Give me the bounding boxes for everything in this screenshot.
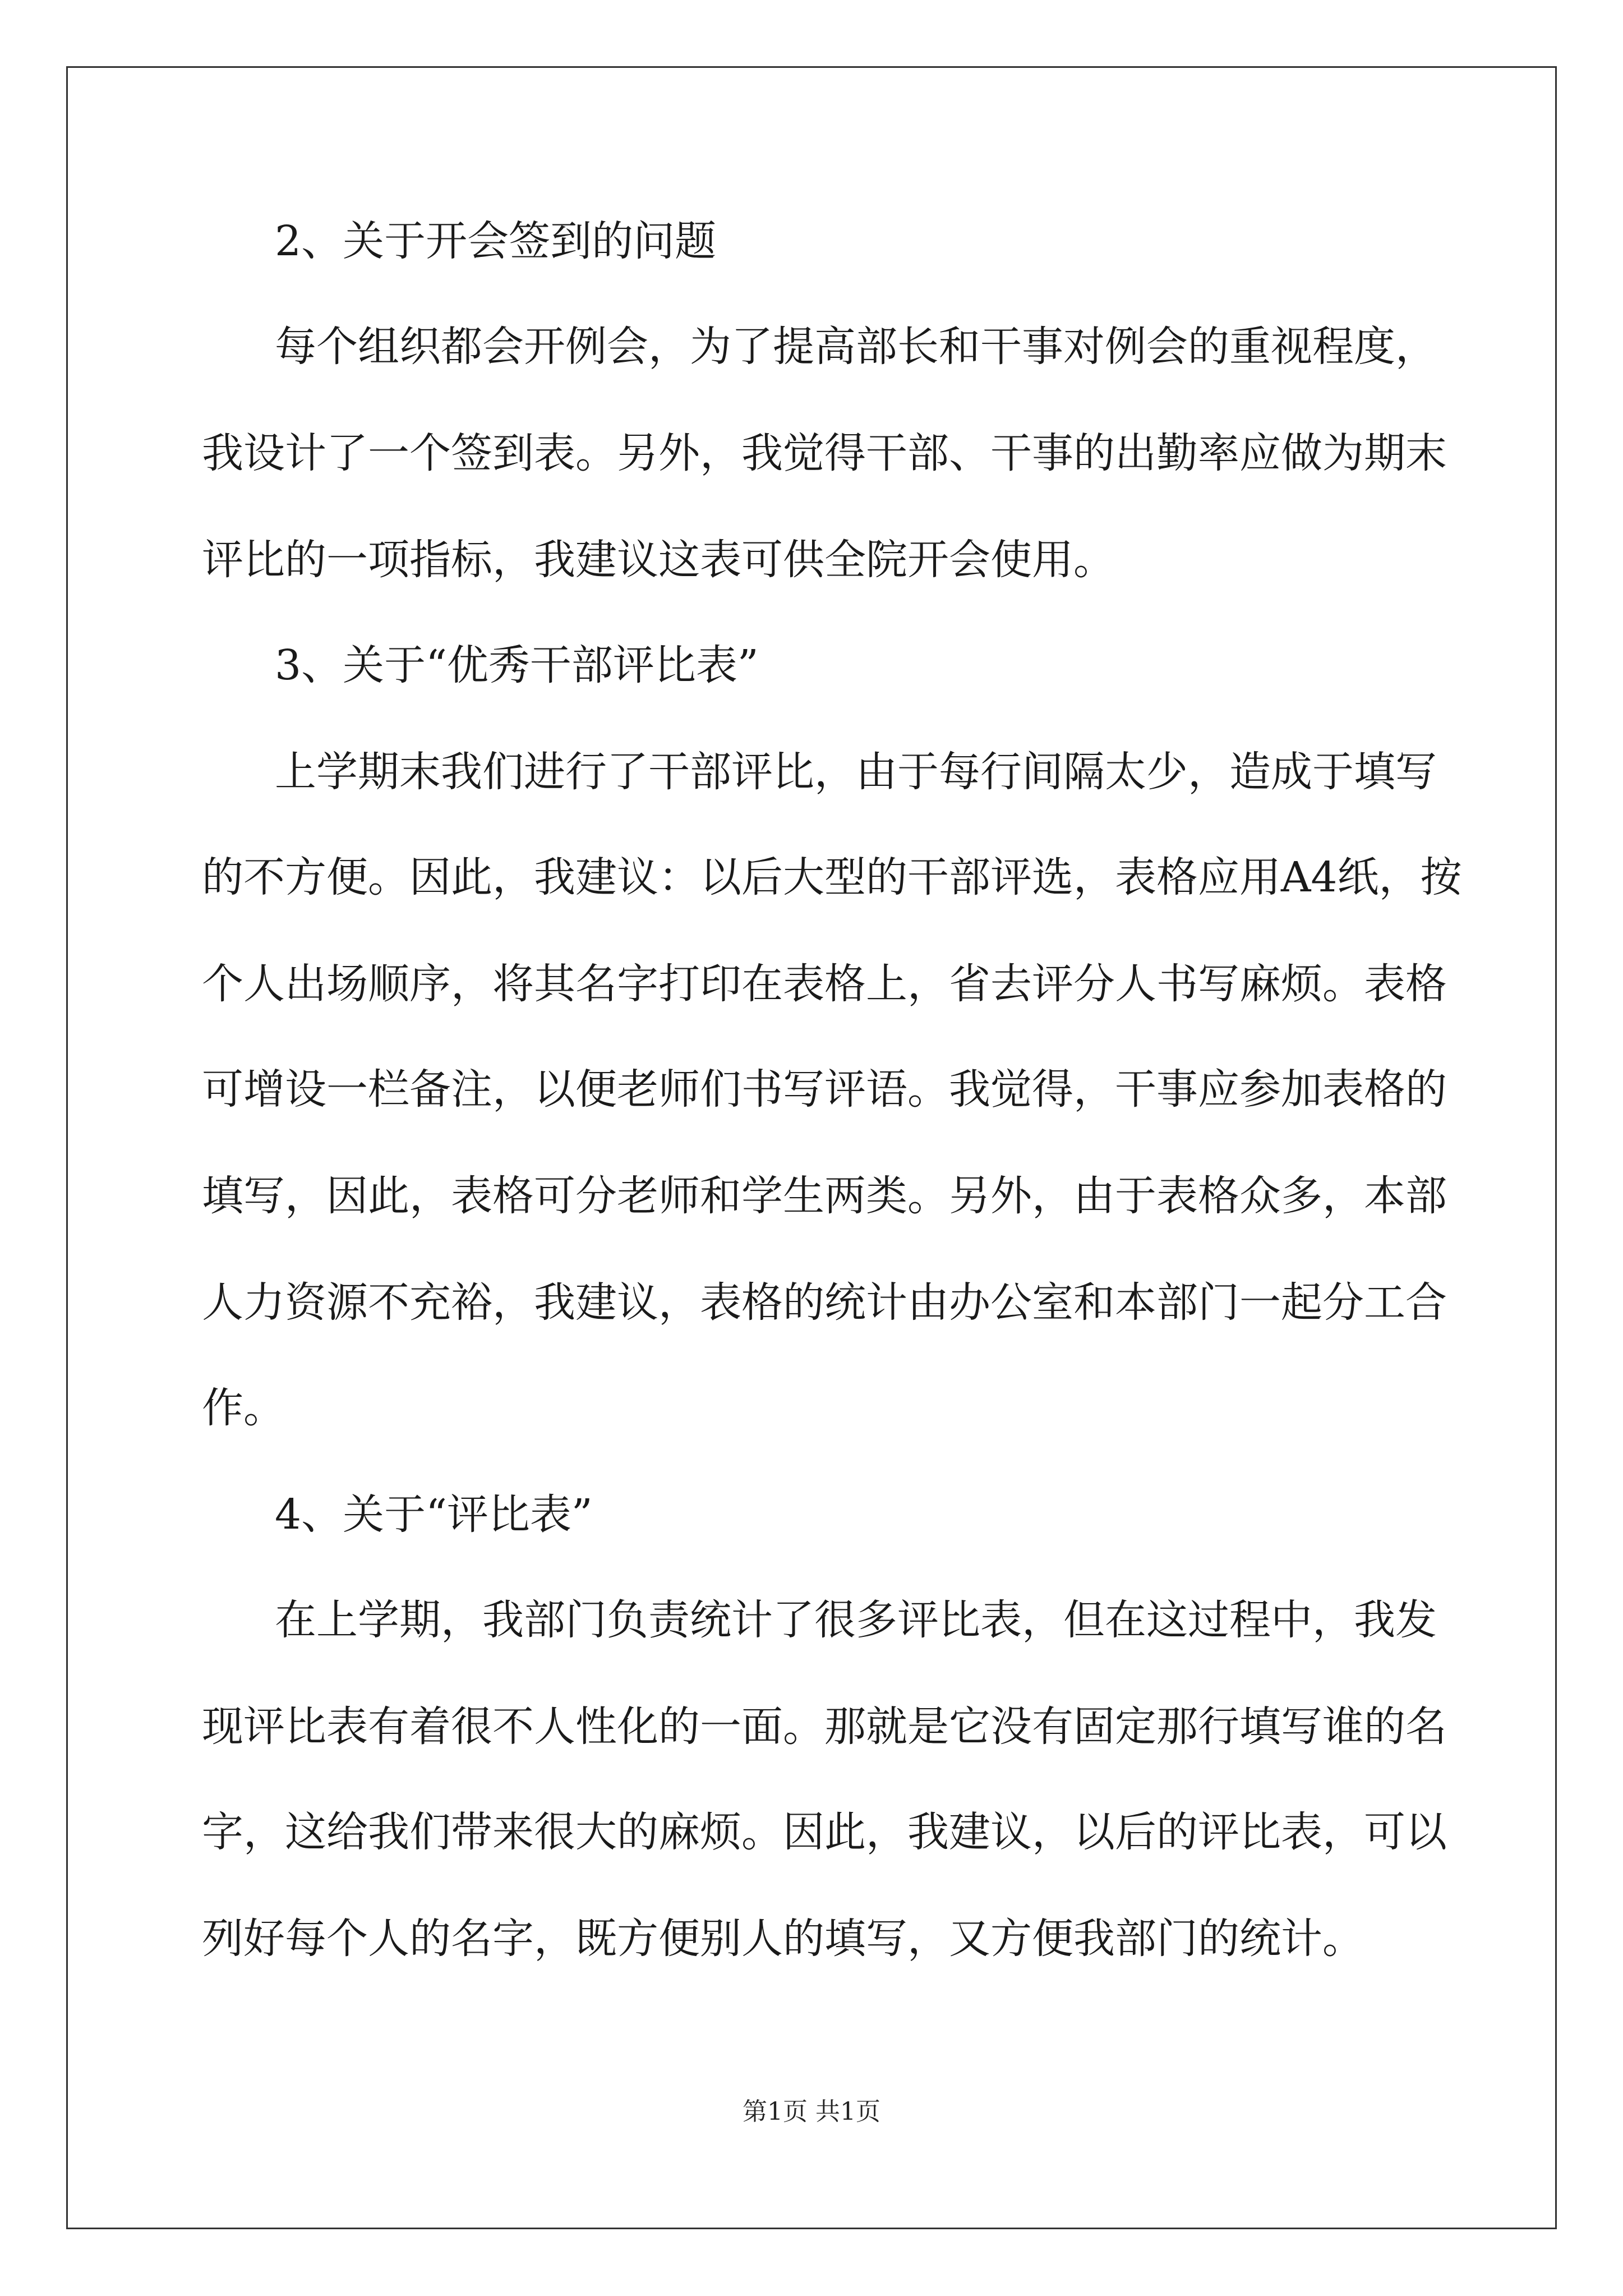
paragraph-line: 评比的一项指标，我建议这表可供全院开会使用。	[202, 536, 1115, 584]
paragraph-line: 现评比表有着很不人性化的一面。那就是它没有固定那行填写谁的名	[202, 1703, 1447, 1751]
paragraph-line: 人力资源不充裕，我建议，表格的统计由办公室和本部门一起分工合	[202, 1278, 1447, 1327]
section-heading-4: 4、关于“评比表”	[275, 1490, 593, 1539]
paragraph-line: 的不方便。因此，我建议：以后大型的干部评选，表格应用A4纸，按	[202, 853, 1462, 901]
paragraph-line: 填写，因此，表格可分老师和学生两类。另外，由于表格众多，本部	[202, 1172, 1447, 1220]
paragraph-line: 在上学期，我部门负责统计了很多评比表，但在这过程中，我发	[275, 1596, 1437, 1644]
paragraph-line: 作。	[202, 1384, 285, 1432]
paragraph-line: 每个组织都会开例会，为了提高部长和干事对例会的重视程度，	[275, 323, 1437, 371]
paragraph-line: 字，这给我们带来很大的麻烦。因此，我建议，以后的评比表，可以	[202, 1808, 1447, 1856]
paragraph-line: 个人出场顺序，将其名字打印在表格上，省去评分人书写麻烦。表格	[202, 960, 1447, 1008]
paragraph-line: 我设计了一个签到表。另外，我觉得干部、干事的出勤率应做为期末	[202, 429, 1447, 477]
paragraph-line: 可增设一栏备注，以便老师们书写评语。我觉得，干事应参加表格的	[202, 1065, 1447, 1114]
page-footer: 第1页 共1页	[743, 2097, 880, 2126]
section-heading-3: 3、关于“优秀干部评比表”	[275, 641, 759, 689]
paragraph-line: 列好每个人的名字，既方便别人的填写，又方便我部门的统计。	[202, 1915, 1364, 1963]
page-border	[66, 66, 1557, 2229]
section-heading-2: 2、关于开会签到的问题	[275, 217, 717, 265]
paragraph-line: 上学期末我们进行了干部评比，由于每行间隔太少，造成于填写	[275, 748, 1437, 796]
